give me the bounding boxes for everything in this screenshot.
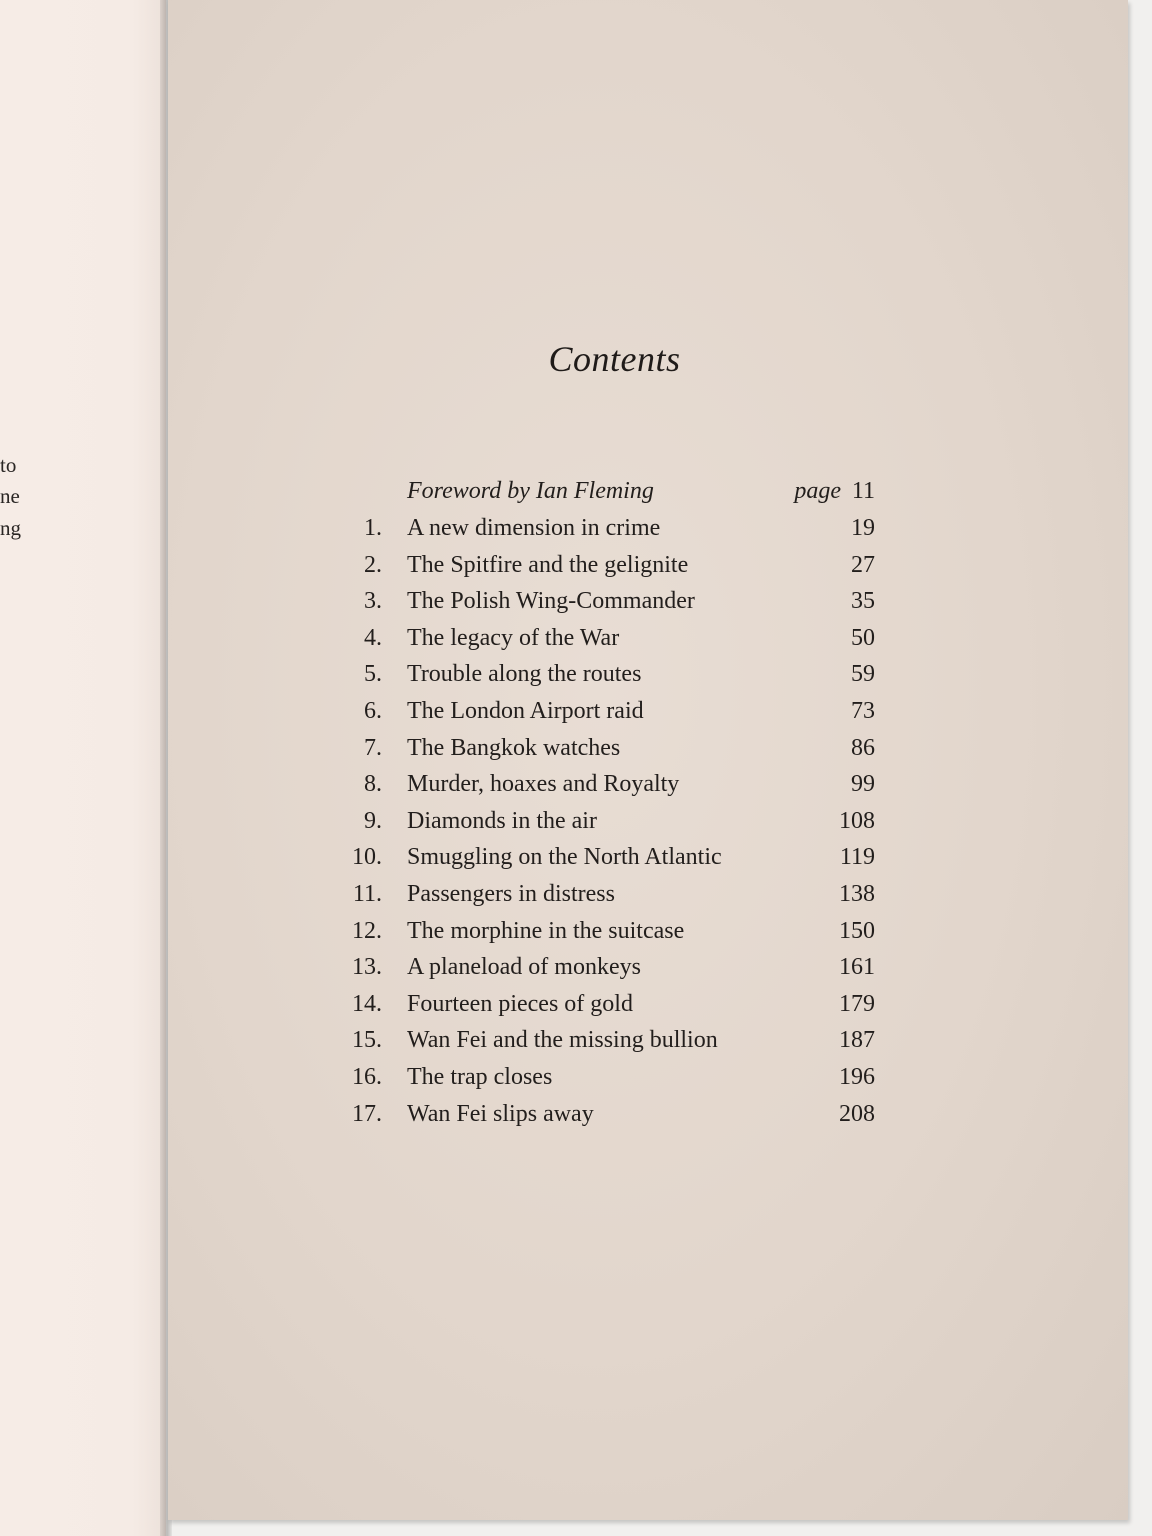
chapter-page-number: 99 bbox=[851, 771, 875, 798]
chapter-number: 1. bbox=[364, 515, 382, 541]
toc-chapter-row bbox=[0, 1060, 1152, 1094]
chapter-title: Wan Fei slips away bbox=[407, 1100, 594, 1127]
page-label: page bbox=[794, 478, 841, 504]
toc-chapter-row bbox=[0, 914, 1152, 948]
chapter-number: 3. bbox=[364, 588, 382, 615]
foreword-title: Foreword by Ian Fleming bbox=[407, 478, 654, 504]
toc-chapter-row bbox=[0, 621, 1152, 655]
chapter-title: The legacy of the War bbox=[407, 624, 620, 651]
chapter-title: The Spitfire and the gelignite bbox=[407, 551, 689, 578]
chapter-title: A new dimension in crime bbox=[407, 515, 661, 541]
chapter-page-number: 119 bbox=[839, 844, 875, 871]
chapter-page-number: 179 bbox=[839, 990, 875, 1017]
chapter-number: 10. bbox=[352, 844, 382, 871]
chapter-title: A planeload of monkeys bbox=[407, 954, 641, 981]
toc-chapter-row bbox=[0, 877, 1152, 911]
chapter-page-number: 187 bbox=[839, 1027, 875, 1054]
left-page-fragment: ne bbox=[0, 484, 20, 508]
chapter-title: Passengers in distress bbox=[407, 881, 615, 907]
chapter-title: The Polish Wing-Commander bbox=[407, 588, 695, 615]
left-page-fragment: ng bbox=[0, 516, 21, 540]
toc-chapter-row bbox=[0, 584, 1152, 618]
toc-chapter-row bbox=[0, 731, 1152, 765]
chapter-page-number: 19 bbox=[851, 515, 875, 541]
chapter-page-number: 108 bbox=[839, 807, 875, 834]
chapter-number: 9. bbox=[364, 807, 382, 834]
chapter-number: 17. bbox=[352, 1100, 382, 1127]
toc-chapter-row bbox=[0, 657, 1152, 691]
chapter-page-number: 73 bbox=[851, 698, 875, 724]
chapter-number: 11. bbox=[352, 881, 382, 907]
toc-chapter-row bbox=[0, 950, 1152, 984]
chapter-number: 8. bbox=[364, 771, 382, 798]
chapter-title: The trap closes bbox=[407, 1064, 553, 1090]
toc-chapter-row bbox=[0, 511, 1152, 545]
chapter-page-number: 86 bbox=[851, 734, 875, 761]
chapter-number: 2. bbox=[364, 551, 382, 578]
chapter-title: Diamonds in the air bbox=[407, 807, 597, 834]
chapter-title: Fourteen pieces of gold bbox=[407, 990, 633, 1017]
toc-chapter-row bbox=[0, 1097, 1152, 1131]
toc-chapter-row bbox=[0, 987, 1152, 1021]
toc-chapter-row bbox=[0, 1023, 1152, 1057]
chapter-number: 6. bbox=[364, 698, 382, 724]
chapter-title: The London Airport raid bbox=[407, 698, 644, 724]
chapter-title: Trouble along the routes bbox=[407, 661, 642, 688]
page-title: Contents bbox=[548, 339, 681, 379]
left-page-fragment: to bbox=[0, 453, 17, 477]
chapter-page-number: 208 bbox=[839, 1100, 875, 1127]
toc-chapter-row bbox=[0, 548, 1152, 582]
toc-chapter-row bbox=[0, 767, 1152, 801]
toc-chapter-row bbox=[0, 694, 1152, 728]
chapter-page-number: 27 bbox=[851, 551, 875, 578]
chapter-title: Murder, hoaxes and Royalty bbox=[407, 771, 680, 798]
chapter-page-number: 59 bbox=[851, 661, 875, 688]
chapter-page-number: 150 bbox=[839, 917, 875, 944]
chapter-title: The Bangkok watches bbox=[407, 734, 621, 761]
chapter-number: 4. bbox=[364, 624, 382, 651]
chapter-page-number: 50 bbox=[851, 624, 875, 651]
chapter-number: 7. bbox=[364, 734, 382, 761]
chapter-title: Smuggling on the North Atlantic bbox=[407, 844, 722, 871]
chapter-number: 13. bbox=[352, 954, 382, 981]
chapter-number: 12. bbox=[352, 917, 382, 944]
chapter-page-number: 138 bbox=[839, 881, 875, 907]
chapter-page-number: 35 bbox=[851, 588, 875, 615]
chapter-number: 15. bbox=[352, 1027, 382, 1054]
chapter-number: 16. bbox=[352, 1064, 382, 1090]
foreword-page-number: 11 bbox=[851, 478, 875, 504]
toc-chapter-row bbox=[0, 804, 1152, 838]
chapter-number: 14. bbox=[352, 990, 382, 1017]
chapter-page-number: 161 bbox=[839, 954, 875, 981]
toc-foreword-row bbox=[0, 474, 1152, 508]
chapter-number: 5. bbox=[364, 661, 382, 688]
chapter-title: The morphine in the suitcase bbox=[407, 917, 685, 944]
toc-chapter-row bbox=[0, 840, 1152, 874]
chapter-page-number: 196 bbox=[839, 1064, 875, 1090]
chapter-title: Wan Fei and the missing bullion bbox=[407, 1027, 718, 1054]
